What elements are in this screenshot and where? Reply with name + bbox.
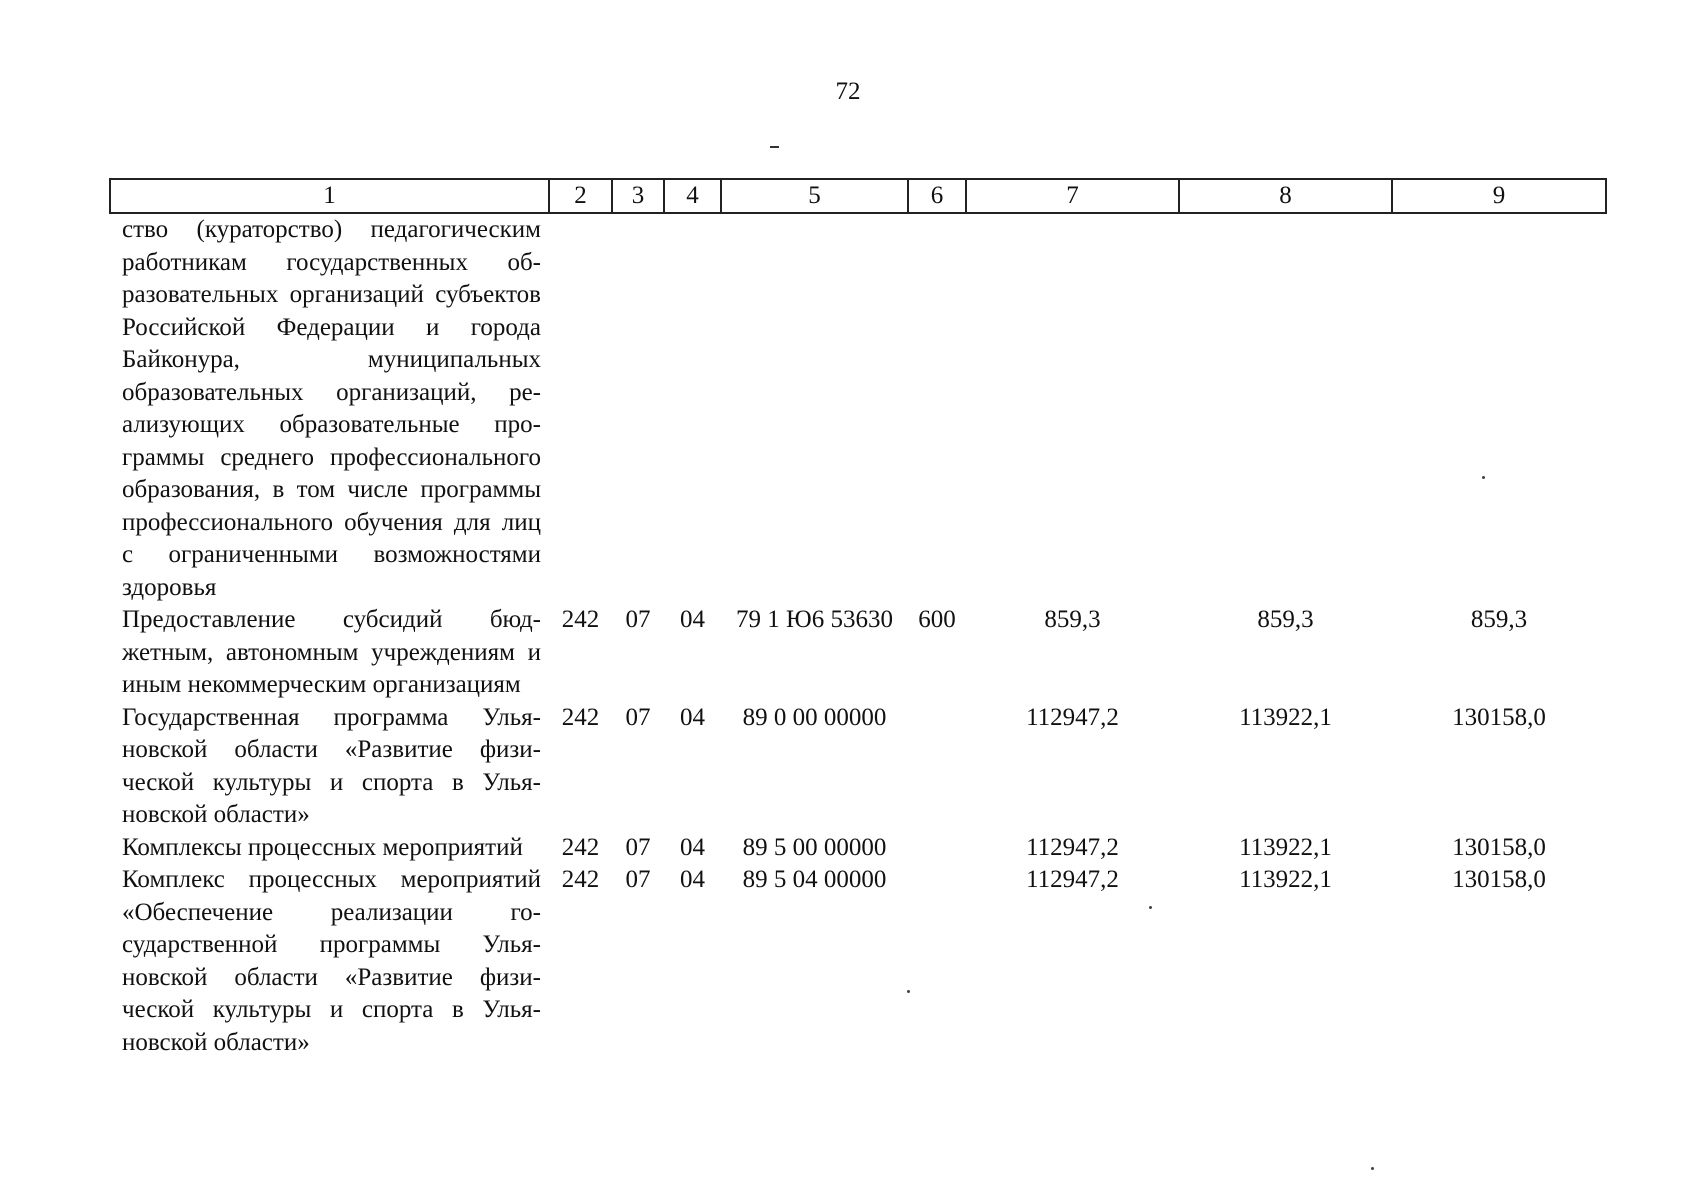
row-subsection-code: 04 <box>680 833 705 861</box>
header-cell: 9 <box>1392 179 1606 213</box>
scan-speck <box>1371 1167 1374 1170</box>
header-row <box>110 179 1606 213</box>
row-amount-col7: 112947,2 <box>1026 833 1119 861</box>
row-subsection-code: 04 <box>680 703 705 731</box>
row-ministry-code: 242 <box>561 703 600 731</box>
row-amount-col8: 113922,1 <box>1239 833 1332 861</box>
row-name: Предоставление субсидий бюджетным, автономным учреждениям и иным некоммерческим организациям <box>122 606 541 698</box>
row-expense-type <box>908 213 966 604</box>
row-amount-col9: 130158,0 <box>1452 703 1546 731</box>
header-cell: 6 <box>908 179 966 213</box>
row-expense-type <box>908 702 966 832</box>
table-row <box>110 832 1606 865</box>
row-name: Государственная программа Ульяновской области «Развитие физической культуры и спорта в Ульяновской области» <box>122 703 541 828</box>
row-name: Комплекс процессных мероприятий «Обеспечение реализации государственной программы Ульяновской области «Развитие физической культуры и спорта в Ульяновской области» <box>122 866 541 1056</box>
row-section-code: 07 <box>625 606 651 633</box>
row-amount-col9: 130158,0 <box>1452 833 1546 861</box>
row-expense-type <box>908 832 966 865</box>
row-amount-col8 <box>1179 213 1392 604</box>
table-row <box>110 213 1606 604</box>
row-amount-col7: 859,3 <box>1044 606 1101 633</box>
scan-dash-mark <box>770 146 779 148</box>
row-amount-col7 <box>966 213 1179 604</box>
row-subsection-code: 04 <box>680 606 705 633</box>
row-target-code: 79 1 Ю6 53630 <box>736 606 893 633</box>
row-ministry-code: 242 <box>561 833 600 861</box>
row-target-code: 89 5 00 00000 <box>742 833 887 861</box>
row-ministry-code <box>549 213 612 604</box>
row-target-code: 89 0 00 00000 <box>742 703 887 731</box>
row-ministry-code: 242 <box>561 606 600 633</box>
row-name: ство (кураторство) педагогическим работникам государственных образовательных организаций субъектов Российской Федерации и города Байконура, муниципальных образовательных организаций, реализующих образовательные программы среднего профессионального образования, в том числе программы профессионального обучения для лиц с ограниченными возможностями здоровья <box>122 216 541 601</box>
row-ministry-code: 242 <box>561 866 600 893</box>
header-cell: 8 <box>1179 179 1392 213</box>
table-row <box>110 702 1606 832</box>
scan-speck <box>907 990 910 993</box>
row-subsection-code <box>664 213 721 604</box>
header-cell: 1 <box>110 179 549 213</box>
header-cell: 3 <box>612 179 664 213</box>
row-target-code <box>721 213 908 604</box>
row-subsection-code: 04 <box>680 866 705 893</box>
budget-table <box>109 178 1607 1059</box>
header-cell: 7 <box>966 179 1179 213</box>
page-number: 72 <box>835 78 861 105</box>
row-target-code: 89 5 04 00000 <box>742 866 887 893</box>
row-expense-type <box>908 864 966 1059</box>
row-name: Комплексы процессных мероприятий <box>122 833 523 861</box>
row-amount-col7: 112947,2 <box>1026 703 1119 731</box>
table-row <box>110 604 1606 702</box>
scan-speck <box>1149 906 1152 909</box>
row-amount-col9: 130158,0 <box>1452 866 1546 893</box>
table-row <box>110 864 1606 1059</box>
row-amount-col9: 859,3 <box>1470 606 1528 633</box>
row-amount-col7: 112947,2 <box>1026 866 1119 893</box>
row-section-code <box>612 213 664 604</box>
header-cell: 4 <box>664 179 721 213</box>
row-amount-col8: 113922,1 <box>1239 866 1332 893</box>
row-section-code: 07 <box>625 703 651 731</box>
row-expense-type: 600 <box>918 606 956 633</box>
row-section-code: 07 <box>625 866 651 893</box>
row-amount-col9 <box>1392 213 1606 604</box>
header-cell: 2 <box>549 179 612 213</box>
row-amount-col8: 859,3 <box>1257 606 1314 633</box>
row-section-code: 07 <box>625 833 651 861</box>
row-amount-col8: 113922,1 <box>1239 703 1332 731</box>
scan-speck <box>1482 476 1485 479</box>
header-cell: 5 <box>721 179 908 213</box>
